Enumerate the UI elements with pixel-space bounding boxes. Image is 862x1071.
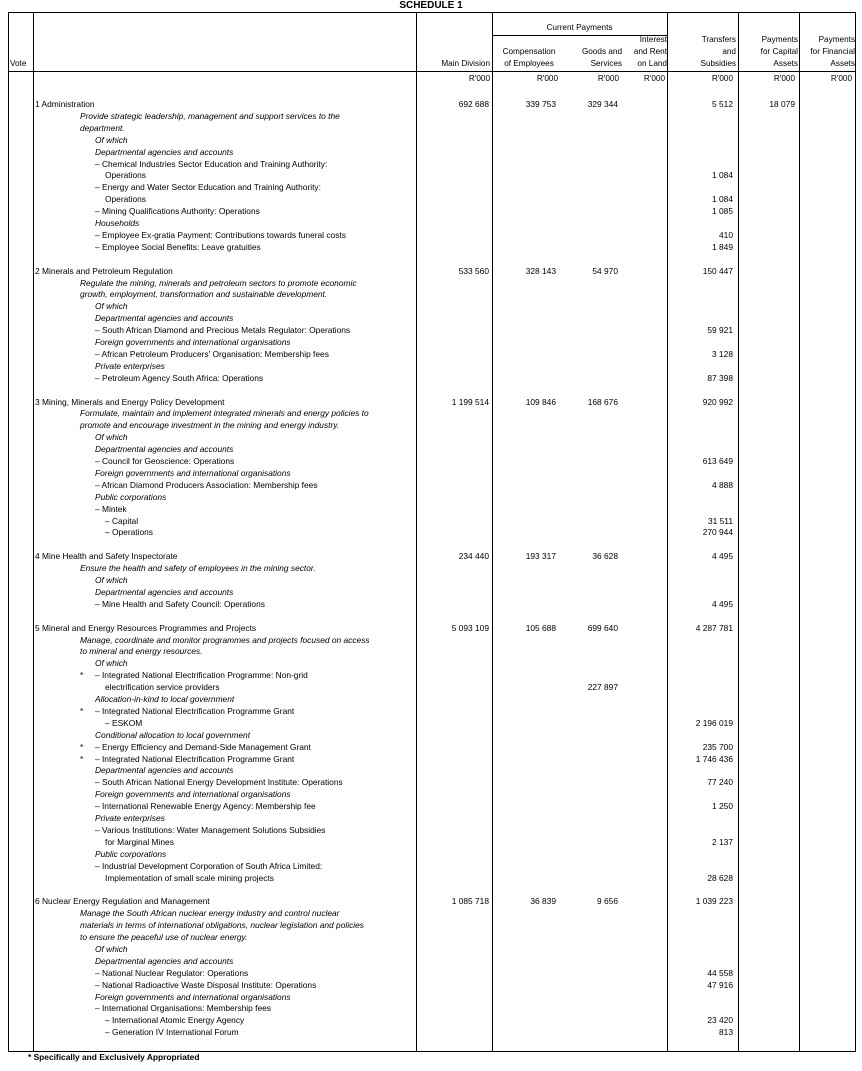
row-label: – Chemical Industries Sector Education and Training Authority: [95,158,328,169]
vote-row [0,622,862,634]
cell-trans: 4 888 [712,479,733,490]
row-label: Manage the South African nuclear energy industry and control nuclear [80,908,340,919]
row-label: – Capital [105,515,139,526]
row-label: – Integrated National Electrification Programme Grant [95,705,295,716]
header-transfers-3: Subsidies [700,59,736,68]
table-row [0,443,862,455]
header-capital-2: for Capital [760,47,798,56]
row-label: department. [80,122,125,133]
row-label: – International Renewable Energy Agency: Membership fee [95,801,316,812]
table-row [0,300,862,312]
cell-trans: 2 196 019 [695,717,733,728]
cell-trans: 31 511 [708,515,733,526]
cell-trans: 4 495 [712,551,733,562]
row-label: Departmental agencies and accounts [95,765,234,776]
table-row [0,467,862,479]
cell-trans: 270 944 [702,527,733,538]
table-row [0,503,862,515]
appropriation-marker: * [80,753,84,764]
row-label: to mineral and energy resources. [80,646,203,657]
row-label: Departmental agencies and accounts [95,586,234,597]
row-label: Operations [105,194,146,205]
cell-trans: 3 128 [712,348,733,359]
table-row [0,1014,862,1026]
table-row [0,907,862,919]
table-row [0,812,862,824]
cell-trans: 1 084 [712,194,733,205]
row-label: – International Atomic Energy Agency [105,1015,245,1026]
row-label: – Operations [105,527,153,538]
header-interest-1: Interest [639,35,667,44]
appropriation-marker: * [80,705,84,716]
table-row [0,360,862,372]
table-row [0,324,862,336]
table-row [0,205,862,217]
unit-main: R'000 [468,74,490,83]
cell-goods: 54 970 [592,265,618,276]
row-label: – South African Diamond and Precious Metals Regulator: Operations [95,325,351,336]
table-row [0,562,862,574]
row-label: Conditional allocation to local government [95,729,251,740]
table-row [0,967,862,979]
row-label: 1 Administration [35,99,95,109]
header-main-division: Main Division [441,59,490,68]
row-label: Operations [105,170,146,181]
row-label: 2 Minerals and Petroleum Regulation [35,265,173,276]
row-label: Allocation-in-kind to local government [95,694,235,704]
row-label: materials in terms of international obligations, nuclear legislation and policies [80,920,364,931]
cell-comp: 105 688 [525,622,556,633]
row-label: 3 Mining, Minerals and Energy Policy Development [35,396,225,407]
table-row [0,312,862,324]
table-row [0,753,862,765]
header-goods-1: Goods and [581,47,622,56]
header-financial-2: for Financial [810,47,855,56]
table-row [0,693,862,705]
vote-row [0,550,862,562]
row-label: 4 Mine Health and Safety Inspectorate [35,551,178,562]
cell-main: 5 093 109 [451,622,489,633]
row-label: Private enterprises [95,813,165,823]
row-label: – African Diamond Producers Association: Membership fees [95,479,318,490]
table-row [0,169,862,181]
header-comp-2: of Employees [504,59,554,68]
row-label: Departmental agencies and accounts [95,313,234,324]
cell-trans: 87 398 [707,372,733,383]
cell-comp: 339 753 [525,99,556,109]
row-label: – South African National Energy Development Institute: Operations [95,777,343,788]
unit-financial: R'000 [830,74,852,83]
vote-row [0,895,862,907]
row-label: – ESKOM [105,717,143,728]
cell-comp: 36 839 [530,896,556,907]
table-row [0,824,862,836]
cell-trans: 2 137 [712,836,733,847]
table-row [0,955,862,967]
cell-trans: 150 447 [702,265,733,276]
unit-interest: R'000 [643,74,665,83]
table-row [0,645,862,657]
row-label: – Council for Geoscience: Operations [95,456,235,466]
vote-row [0,265,862,277]
row-label: Implementation of small scale mining projects [105,872,274,883]
header-capital-3: Assets [773,59,798,68]
table-row [0,705,862,717]
appropriation-marker: * [80,670,84,681]
row-label: Ensure the health and safety of employees in the mining sector. [80,563,316,574]
table-row [0,729,862,741]
row-label: for Marginal Mines [105,836,174,847]
unit-comp: R'000 [536,74,558,83]
cell-goods: 227 897 [587,682,618,693]
table-row [0,526,862,538]
row-label: Provide strategic leadership, management and support services to the [80,110,340,121]
row-label: – Energy Efficiency and Demand-Side Management Grant [95,741,311,752]
row-label: – Generation IV International Forum [105,1027,239,1038]
cell-goods: 9 656 [597,896,618,907]
row-label: Departmental agencies and accounts [95,955,234,966]
table-row [0,764,862,776]
row-label: – Mine Health and Safety Council: Operations [95,598,265,609]
cell-goods: 699 640 [587,622,618,633]
row-label: Of which [95,658,128,669]
row-label: Foreign governments and international organisations [95,991,291,1002]
header-goods-2: Services [590,59,622,68]
cell-comp: 193 317 [525,551,556,562]
table-row [0,288,862,300]
table-row [0,348,862,360]
row-label: – Mintek [95,503,127,514]
row-label: promote and encourage investment in the mining and energy industry. [80,420,340,431]
table-row [0,455,862,467]
table-row [0,407,862,419]
table-row [0,586,862,598]
row-label: Foreign governments and international organisations [95,789,291,800]
row-label: Households [95,218,140,228]
schedule-title: SCHEDULE 1 [399,0,463,11]
row-label: Of which [95,943,128,954]
row-label: – Integrated National Electrification Programme: Non-grid [95,670,308,681]
table-row [0,372,862,384]
row-label: – Energy and Water Sector Education and Training Authority: [95,182,321,193]
header-financial-1: Payments [818,35,855,44]
table-row [0,419,862,431]
table-row [0,741,862,753]
header-current-payments: Current Payments [546,23,613,32]
cell-trans: 410 [719,229,733,240]
row-label: Foreign governments and international organisations [95,467,291,478]
row-label: – Integrated National Electrification Programme Grant [95,753,295,764]
header-financial-3: Assets [830,59,855,68]
vote-row [0,396,862,408]
table-row [0,479,862,491]
table-row [0,277,862,289]
cell-main: 1 085 718 [451,896,489,907]
row-label: Public corporations [95,848,167,859]
header-transfers-2: and [722,47,736,56]
row-label: Formulate, maintain and implement integrated minerals and energy policies to [80,408,369,419]
row-label: Public corporations [95,491,167,502]
table-row [0,193,862,205]
table-row [0,979,862,991]
cell-trans: 613 649 [702,456,733,466]
row-label: Of which [95,432,128,443]
row-label: – National Nuclear Regulator: Operations [95,967,249,978]
table-row [0,776,862,788]
cell-trans: 1 085 [712,206,733,217]
cell-trans: 4 287 781 [695,622,733,633]
table-row [0,669,862,681]
header-interest-2: and Rent [633,47,667,56]
cell-trans: 1 849 [712,241,733,252]
table-row [0,1002,862,1014]
table-row [0,431,862,443]
row-label: – Employee Ex-gratia Payment: Contributions towards funeral costs [95,229,346,240]
table-row [0,717,862,729]
footnote: * Specifically and Exclusively Appropriated [28,1052,200,1062]
cell-main: 533 560 [458,265,489,276]
row-label: Regulate the mining, minerals and petroleum sectors to promote economic [80,277,357,288]
unit-transfers: R'000 [711,74,733,83]
header-bottom-line [8,71,856,72]
table-row [0,681,862,693]
header-transfers-1: Transfers [701,35,736,44]
cell-trans: 235 700 [702,741,733,752]
table-row [0,134,862,146]
cell-cap: 18 079 [769,99,795,109]
cell-trans: 1 039 223 [695,896,733,907]
table-row [0,919,862,931]
cell-main: 692 688 [458,99,489,109]
cell-trans: 1 746 436 [695,753,733,764]
header-comp-1: Compensation [502,47,556,56]
cell-trans: 813 [719,1027,733,1038]
cell-goods: 36 628 [592,551,618,562]
cell-comp: 109 846 [525,396,556,407]
table-row [0,657,862,669]
row-label: Private enterprises [95,360,165,371]
table-row [0,110,862,122]
row-label: Of which [95,134,128,145]
table-row [0,634,862,646]
table-row [0,800,862,812]
table-row [0,860,862,872]
appropriation-marker: * [80,741,84,752]
cell-main: 1 199 514 [451,396,489,407]
row-label: – Mining Qualifications Authority: Operations [95,206,260,217]
cell-main: 234 440 [458,551,489,562]
table-row [0,158,862,170]
cell-trans: 1 084 [712,170,733,181]
cell-goods: 168 676 [587,396,618,407]
table-row [0,991,862,1003]
unit-goods: R'000 [597,74,619,83]
table-row [0,574,862,586]
row-label: – National Radioactive Waste Disposal Institute: Operations [95,979,317,990]
table-row [0,598,862,610]
row-label: 6 Nuclear Energy Regulation and Management [35,896,210,907]
cell-trans: 1 250 [712,801,733,812]
row-label: to ensure the peaceful use of nuclear energy. [80,932,248,942]
table-row [0,217,862,229]
table-row [0,146,862,158]
table-row [0,181,862,193]
cell-trans: 28 628 [707,872,733,883]
header-capital-1: Payments [761,35,798,44]
row-label: Of which [95,575,128,585]
cell-trans: 5 512 [712,99,733,109]
unit-capital: R'000 [773,74,795,83]
cell-trans: 4 495 [712,598,733,609]
vote-row [0,98,862,110]
cell-comp: 328 143 [525,265,556,276]
row-label: Departmental agencies and accounts [95,146,234,157]
row-label: Of which [95,301,128,312]
table-row [0,515,862,527]
cell-trans: 47 916 [707,979,733,990]
row-label: Manage, coordinate and monitor programmes and projects focused on access [80,634,370,645]
row-label: – Petroleum Agency South Africa: Operations [95,372,264,383]
table-row [0,848,862,860]
table-row [0,1026,862,1038]
table-row [0,491,862,503]
table-row [0,241,862,253]
table-row [0,872,862,884]
table-row [0,336,862,348]
row-label: – Industrial Development Corporation of South Africa Limited: [95,860,323,871]
table-row [0,788,862,800]
header-interest-3: on Land [637,59,667,68]
table-row [0,122,862,134]
cell-trans: 59 921 [707,325,733,336]
cell-trans: 23 420 [707,1015,733,1026]
table-row [0,931,862,943]
cell-trans: 44 558 [707,967,733,978]
header-vote: Vote [10,59,27,68]
row-label: – International Organisations: Membership fees [95,1003,271,1014]
cell-goods: 329 344 [587,99,618,109]
row-label: – Employee Social Benefits: Leave gratuities [95,241,261,252]
row-label: growth, employment, transformation and sustainable development. [80,289,328,300]
table-row [0,836,862,848]
row-label: 5 Mineral and Energy Resources Programmes and Projects [35,622,257,633]
row-label: – African Petroleum Producers' Organisation: Membership fees [95,348,329,359]
row-label: – Various Institutions: Water Management Solutions Subsidies [95,824,326,835]
cell-trans: 77 240 [707,777,733,788]
cell-trans: 920 992 [702,396,733,407]
row-label: Departmental agencies and accounts [95,444,234,455]
row-label: electrification service providers [105,682,220,693]
row-label: Foreign governments and international organisations [95,337,291,347]
table-row [0,229,862,241]
table-row [0,943,862,955]
